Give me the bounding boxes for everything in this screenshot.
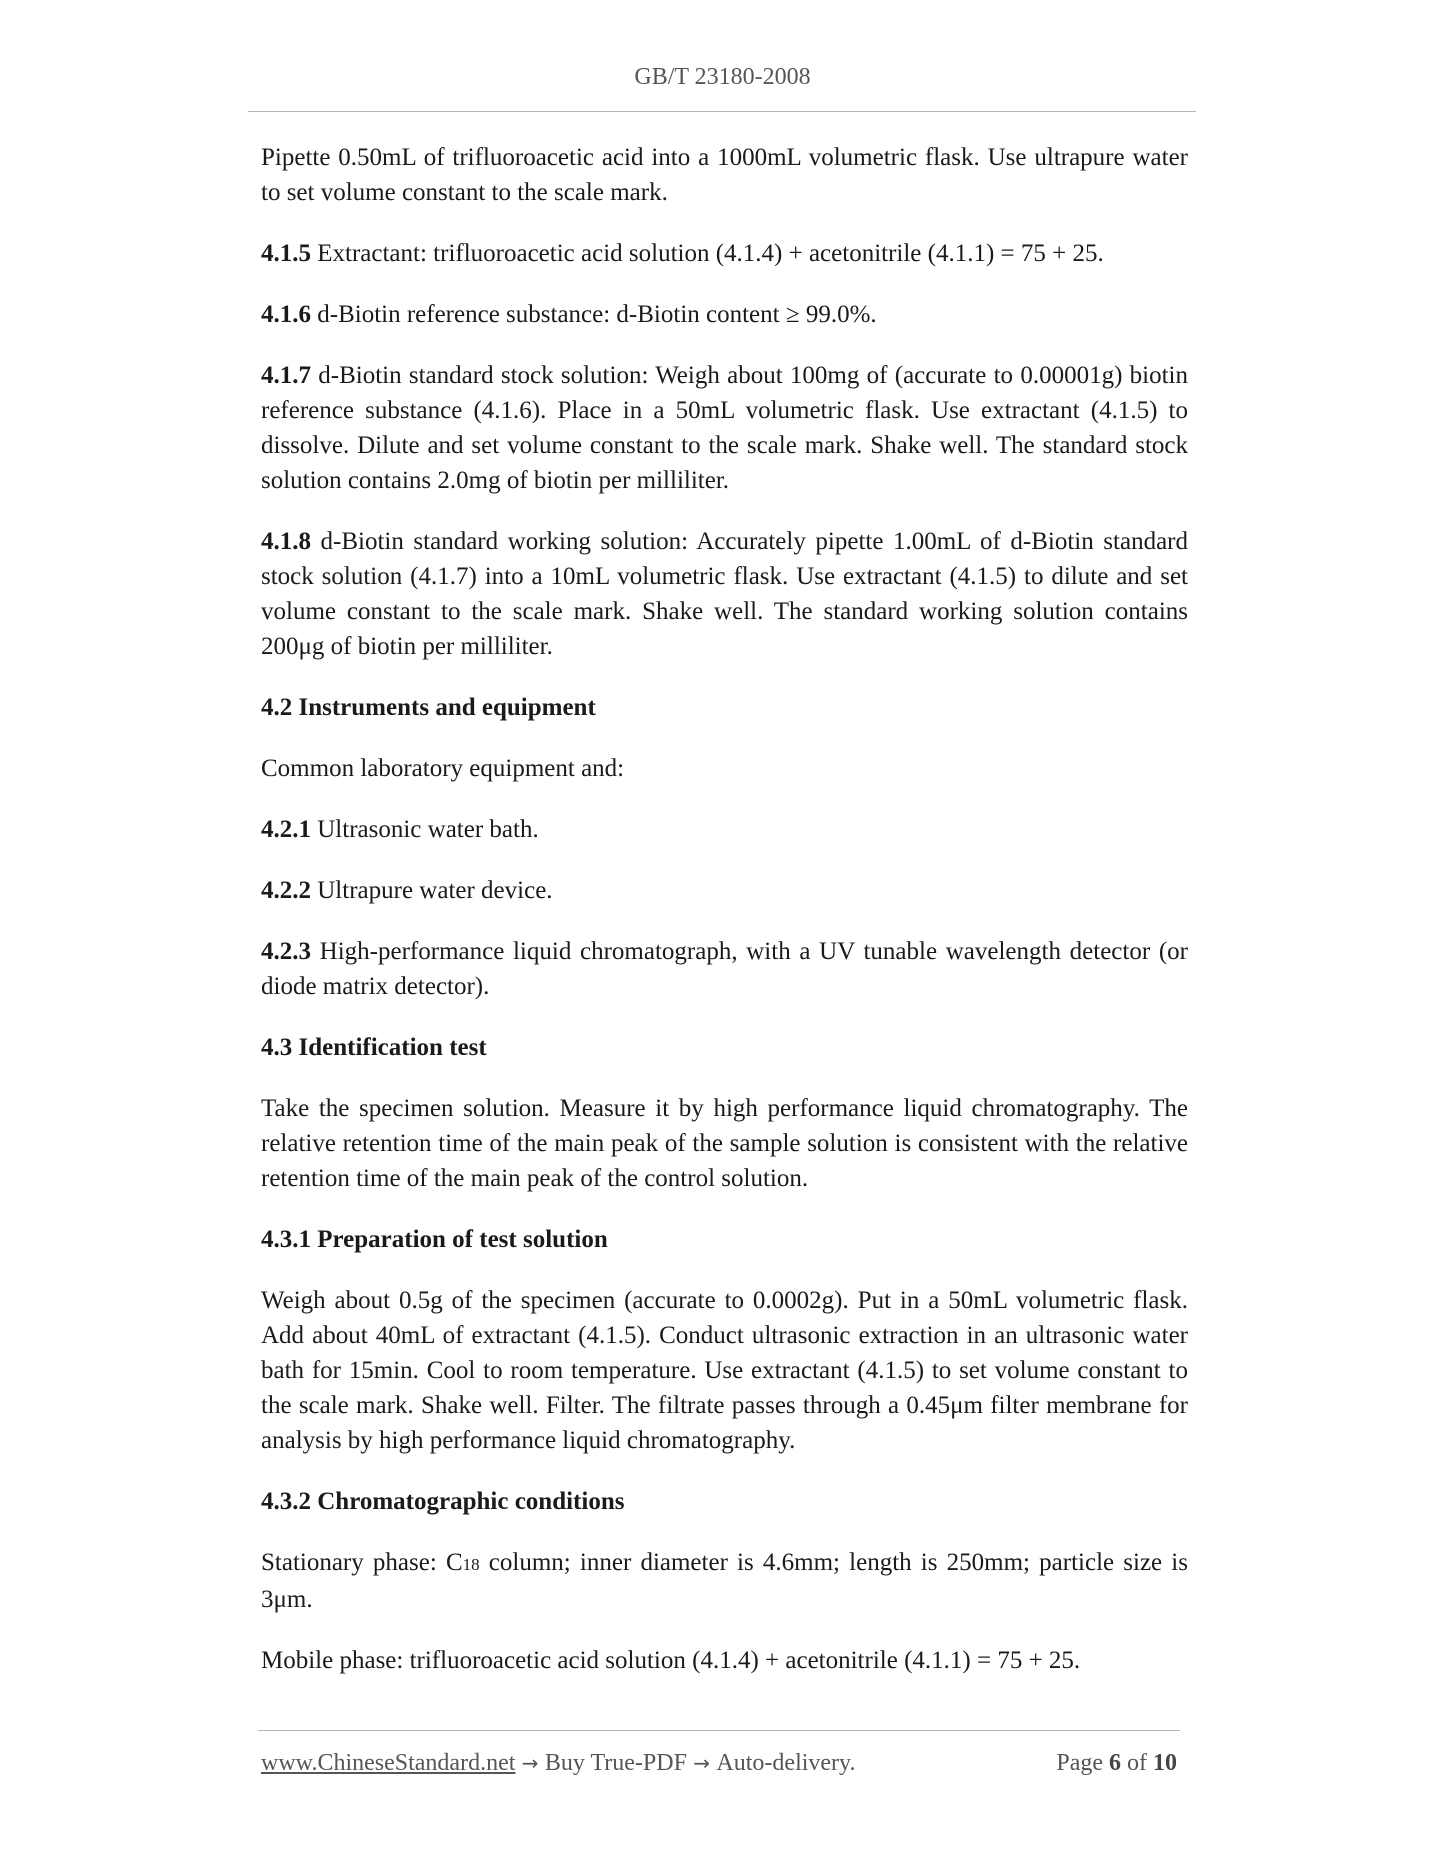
paragraph-stationary-phase <box>261 1545 1188 1617</box>
document-footer <box>261 1750 1177 1777</box>
section-text: Ultrapure water device. <box>311 877 553 904</box>
of-label: of <box>1121 1750 1153 1776</box>
section-number: 4.1.5 <box>261 240 311 267</box>
page-number: 6 <box>1109 1750 1121 1776</box>
section-text: d-Biotin standard stock solution: Weigh about 100mg of (accurate to 0.00001g) biotin reference substance (4.1.6). Place in a 50mL volumetric flask. Use extractant (4.1.5) to dissolve. Dilute and set volume constant to the scale mark. Shake well. The standard stock solution contains 2.0mg of biotin per milliliter. <box>261 362 1188 494</box>
section-number: 4.1.7 <box>261 362 311 389</box>
heading-4-3-2: 4.3.2 Chromatographic conditions <box>261 1488 625 1515</box>
section-number: 4.2.3 <box>261 938 311 965</box>
section-text: Extractant: trifluoroacetic acid solution (4.1.4) + acetonitrile (4.1.1) = 75 + 25. <box>311 240 1104 267</box>
stationary-text-end: column; inner diameter is 4.6mm; length is 250mm; particle size is 3μm. <box>261 1549 1188 1613</box>
buy-pdf-text: Buy True-PDF <box>544 1750 687 1776</box>
section-number: 4.1.6 <box>261 301 311 328</box>
section-text: High-performance liquid chromatograph, with a UV tunable wavelength detector (or diode matrix detector). <box>261 938 1188 1000</box>
stationary-text-start: Stationary phase: C <box>261 1549 463 1576</box>
column-subscript: 18 <box>462 1555 480 1574</box>
paragraph-mobile-phase: Mobile phase: trifluoroacetic acid solution (4.1.4) + acetonitrile (4.1.1) = 75 + 25. <box>261 1647 1081 1674</box>
document-header: GB/T 23180-2008 <box>634 64 811 90</box>
page-indicator <box>1056 1750 1177 1777</box>
paragraph-4-3-1: Weigh about 0.5g of the specimen (accurate to 0.0002g). Put in a 50mL volumetric flask. Add about 40mL of extractant (4.1.5). Conduct ultrasonic extraction in an ultrasonic water bath for 15min. Cool to room temperature. Use extractant (4.1.5) to set volume constant to the scale mark. Shake well. Filter. The filtrate passes through a 0.45μm filter membrane for analysis by high performance liquid chromatography. <box>261 1287 1188 1454</box>
section-text: d-Biotin standard working solution: Accurately pipette 1.00mL of d-Biotin standard stock solution (4.1.7) into a 10mL volumetric flask. Use extractant (4.1.5) to dilute and set volume constant to the scale mark. Shake well. The standard working solution contains 200μg of biotin per milliliter. <box>261 528 1188 660</box>
section-4-2-2 <box>261 873 1188 908</box>
section-4-2-3 <box>261 934 1188 1004</box>
heading-4-3-1: 4.3.1 Preparation of test solution <box>261 1226 608 1253</box>
paragraph-4-2: Common laboratory equipment and: <box>261 755 625 782</box>
page-label: Page <box>1056 1750 1109 1776</box>
section-4-1-5 <box>261 236 1188 271</box>
arrow-right-icon: → <box>686 1751 717 1775</box>
section-4-1-8 <box>261 524 1188 664</box>
page-total: 10 <box>1153 1750 1177 1776</box>
document-body <box>261 140 1188 1704</box>
heading-4-2: 4.2 Instruments and equipment <box>261 694 596 721</box>
paragraph-4-3: Take the specimen solution. Measure it by high performance liquid chromatography. The relative retention time of the main peak of the sample solution is consistent with the relative retention time of the main peak of the control solution. <box>261 1095 1188 1192</box>
section-number: 4.2.1 <box>261 816 311 843</box>
section-text: d-Biotin reference substance: d-Biotin content ≥ 99.0%. <box>311 301 877 328</box>
auto-delivery-text: Auto-delivery. <box>716 1750 856 1776</box>
section-4-1-6 <box>261 297 1188 332</box>
section-4-2-1 <box>261 812 1188 847</box>
section-number: 4.2.2 <box>261 877 311 904</box>
footer-divider <box>258 1730 1180 1731</box>
section-4-1-7 <box>261 358 1188 498</box>
header-divider <box>248 111 1196 112</box>
section-text: Ultrasonic water bath. <box>311 816 539 843</box>
section-number: 4.1.8 <box>261 528 311 555</box>
paragraph-intro: Pipette 0.50mL of trifluoroacetic acid into a 1000mL volumetric flask. Use ultrapure water to set volume constant to the scale mark. <box>261 144 1188 206</box>
heading-4-3: 4.3 Identification test <box>261 1034 487 1061</box>
website-link[interactable]: www.ChineseStandard.net <box>261 1750 516 1776</box>
arrow-right-icon: → <box>515 1751 545 1775</box>
